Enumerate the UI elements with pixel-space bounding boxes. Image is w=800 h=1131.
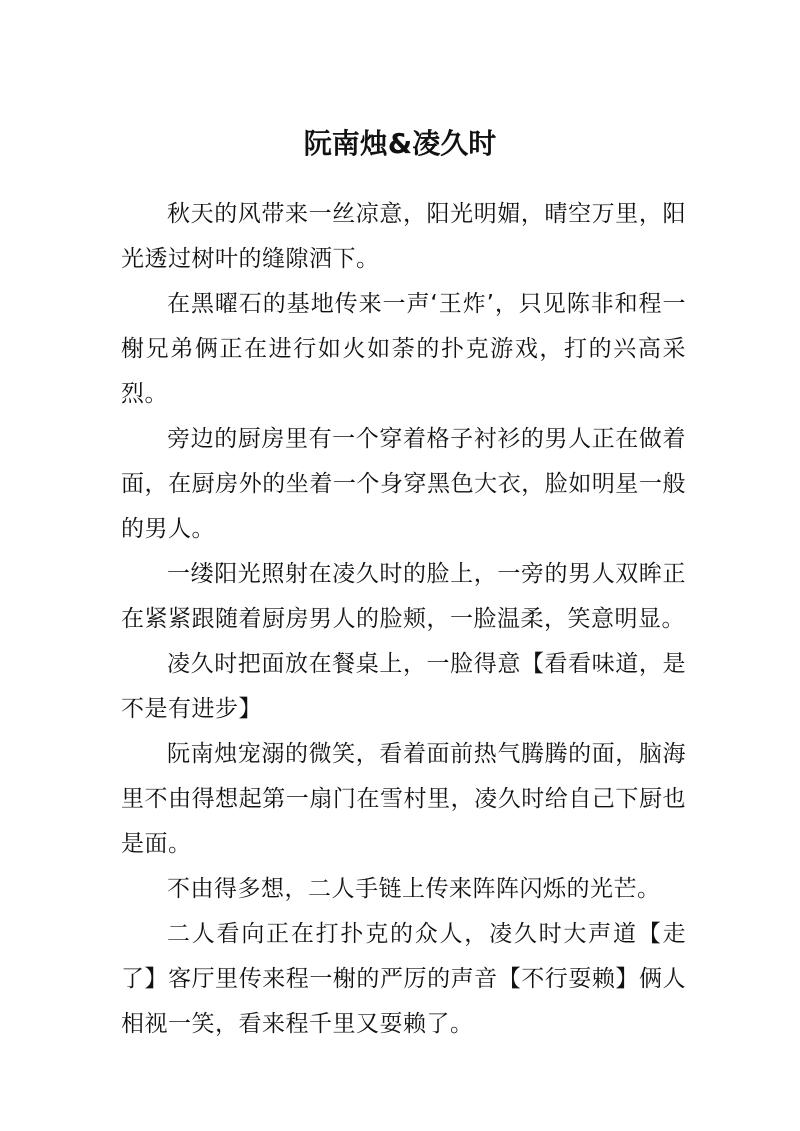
- document-title: 阮南烛&凌久时: [303, 127, 497, 160]
- paragraph: 秋天的风带来一丝凉意，阳光明媚，晴空万里，阳光透过树叶的缝隙洒下。: [121, 201, 686, 272]
- paragraph: 在黑曜石的基地传来一声‘王炸’，只见陈非和程一榭兄弟俩正在进行如火如荼的扑克游戏，打的兴高采烈。: [121, 291, 686, 407]
- paragraph: 凌久时把面放在餐桌上，一脸得意【看看味道，是不是有进步】: [121, 651, 686, 722]
- paragraph: 旁边的厨房里有一个穿着格子衬衫的男人正在做着面，在厨房外的坐着一个身穿黑色大衣，脸如明星一般的男人。: [121, 426, 686, 542]
- paragraph: 二人看向正在打扑克的众人，凌久时大声道【走了】客厅里传来程一榭的严厉的声音【不行耍赖】俩人相视一笑，看来程千里又耍赖了。: [121, 921, 686, 1037]
- paragraph: 阮南烛宠溺的微笑，看着面前热气腾腾的面，脑海里不由得想起第一扇门在雪村里，凌久时给自己下厨也是面。: [121, 741, 686, 857]
- paragraph: 一缕阳光照射在凌久时的脸上，一旁的男人双眸正在紧紧跟随着厨房男人的脸颊，一脸温柔，笑意明显。: [121, 561, 686, 632]
- document-body: [121, 192, 686, 1047]
- paragraph: 不由得多想，二人手链上传来阵阵闪烁的光芒。: [167, 876, 661, 902]
